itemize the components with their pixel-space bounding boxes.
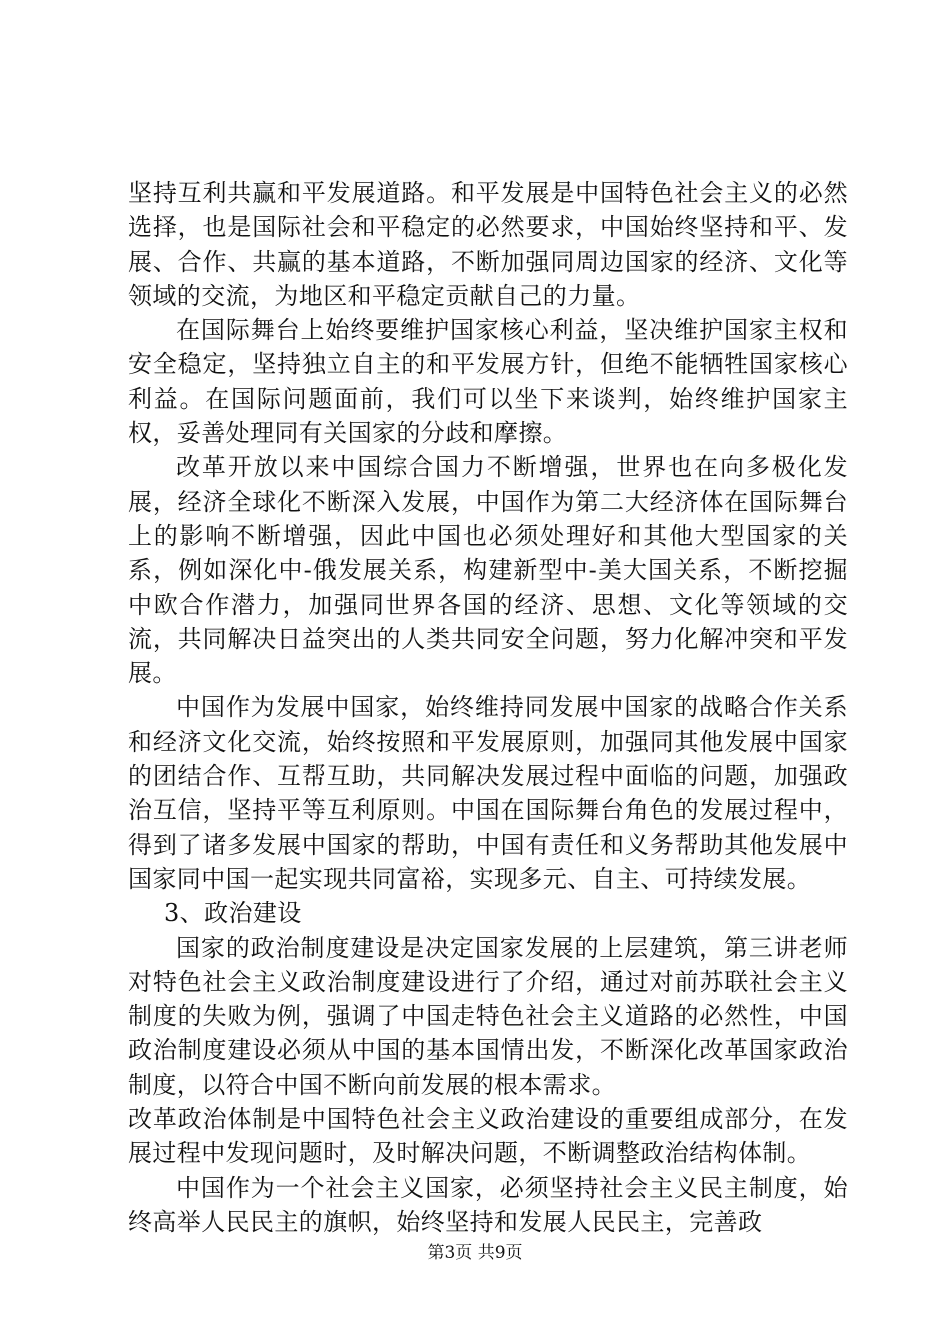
section-heading: 3、政治建设 xyxy=(164,899,302,928)
paragraph-1: 坚持互利共赢和平发展道路。和平发展是中国特色社会主义的必然选择，也是国际社会和平稳定的必然要求，中国始终坚持和平、发展、合作、共赢的基本道路，不断加强同周边国家的经济、文化等领域的交流，为地区和平稳定贡献自己的力量。 xyxy=(128,179,848,310)
paragraph-2: 在国际舞台上始终要维护国家核心利益，坚决维护国家主权和安全稳定，坚持独立自主的和平发展方针，但绝不能牺牲国家核心利益。在国际问题面前，我们可以坐下来谈判，始终维护国家主权，妥善处理同有关国家的分歧和摩擦。 xyxy=(128,316,848,448)
paragraph-3: 改革开放以来中国综合国力不断增强，世界也在向多极化发展，经济全球化不断深入发展，中国作为第二大经济体在国际舞台上的影响不断增强，因此中国也必须处理好和其他大型国家的关系，例如深化中-俄发展关系，构建新型中-美大国关系，不断挖掘中欧合作潜力，加强同世界各国的经济、思想、文化等领域的交流，共同解决日益突出的人类共同安全问题，努力化解冲突和平发展。 xyxy=(128,453,848,688)
paragraph-4: 中国作为发展中国家，始终维持同发展中国家的战略合作关系和经济文化交流，始终按照和平发展原则，加强同其他发展中国家的团结合作、互帮互助，共同解决发展过程中面临的问题，加强政治互信，坚持平等互利原则。中国在国际舞台角色的发展过程中，得到了诸多发展中国家的帮助，中国有责任和义务帮助其他发展中国家同中国一起实现共同富裕，实现多元、自主、可持续发展。 xyxy=(128,693,848,893)
page-number-footer: 第3页 共9页 xyxy=(427,1243,523,1263)
paragraph-7: 中国作为一个社会主义国家，必须坚持社会主义民主制度，始终高举人民民主的旗帜，始终坚持和发展人民民主，完善政 xyxy=(128,1173,848,1236)
document-body xyxy=(128,176,848,1239)
paragraph-6: 改革政治体制是中国特色社会主义政治建设的重要组成部分，在发展过程中发现问题时，及时解决问题，不断调整政治结构体制。 xyxy=(128,1105,848,1168)
paragraph-5: 国家的政治制度建设是决定国家发展的上层建筑，第三讲老师对特色社会主义政治制度建设进行了介绍，通过对前苏联社会主义制度的失败为例，强调了中国走特色社会主义道路的必然性，中国政治制度建设必须从中国的基本国情出发，不断深化改革国家政治制度，以符合中国不断向前发展的根本需求。 xyxy=(128,933,848,1099)
